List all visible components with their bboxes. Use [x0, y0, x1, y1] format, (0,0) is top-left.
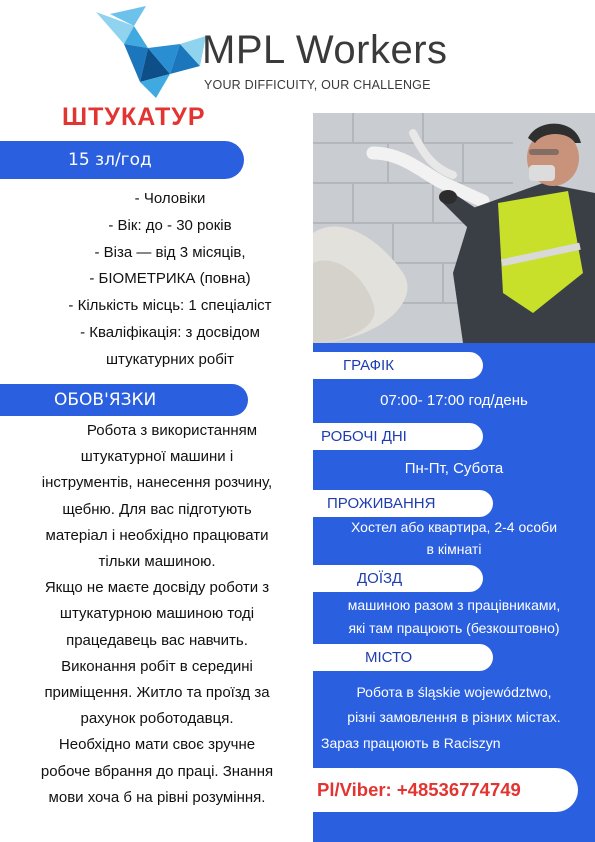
logo-tagline: YOUR DIFFICUITY, OUR CHALLENGE	[204, 78, 431, 92]
duties-line: штукатурною машиною тоді	[59, 605, 255, 623]
duties-line: штукатурної машини і	[80, 448, 234, 466]
duties-line: Робота з використанням	[86, 422, 258, 439]
duties-line: рахунок роботодавця.	[80, 710, 234, 728]
requirement-item: штукатурних робіт	[106, 350, 234, 368]
workdays-value: Пн-Пт, Субота	[404, 460, 504, 477]
requirements-list	[20, 186, 320, 374]
duties-line: Виконання робіт в середині	[61, 657, 253, 675]
duties-line: Якщо не маєте досвіду роботи з	[44, 579, 270, 597]
city-value: Робота в śląskie województwo,	[356, 684, 552, 700]
duties-line: інструментів, нанесення розчину,	[41, 474, 273, 492]
housing-label: ПРОЖИВАННЯ	[313, 490, 493, 517]
requirement-item: - Кількість місць: 1 спеціаліст	[68, 297, 272, 315]
contact-phone[interactable]: Pl/Viber: +48536774749	[313, 768, 578, 812]
city-value: різні замовлення в різних містах.	[347, 709, 561, 725]
workdays-label: РОБОЧІ ДНІ	[313, 423, 483, 450]
duties-line: Необхідно мати своє зручне	[58, 736, 256, 754]
commute-value: які там працюють (безкоштовно)	[348, 620, 560, 636]
schedule-value: 07:00- 17:00 год/день	[380, 392, 528, 409]
duties-line: приміщення. Житло та проїзд за	[44, 684, 270, 702]
logo-bird-icon	[96, 4, 208, 98]
worker-photo	[313, 113, 595, 343]
requirement-item: - Кваліфікація: з досвідом	[80, 323, 260, 341]
duties-text	[8, 418, 306, 811]
requirement-item: - Чоловіки	[134, 190, 206, 207]
requirement-item: - БІОМЕТРИКА (повна)	[89, 270, 251, 288]
duties-line: робоче вбрання до праці. Знання	[40, 762, 274, 780]
city-value: Зараз працюють в Raciszyn	[321, 735, 501, 751]
housing-value: в кімнаті	[426, 541, 482, 557]
duties-line: тільки машиною.	[98, 553, 216, 571]
commute-label: ДОЇЗД	[313, 565, 483, 592]
job-title: ШТУКАТУР	[62, 103, 206, 131]
duties-line: працедавець вас навчить.	[66, 631, 248, 649]
duties-line: щебню. Для вас підготують	[62, 500, 252, 518]
duties-line: мови хоча б на рівні розуміння.	[48, 788, 266, 806]
duties-heading: ОБОВ'ЯЗКИ	[0, 384, 248, 416]
housing-value: Хостел або квартира, 2-4 особи	[350, 519, 558, 535]
city-label: МІСТО	[313, 644, 493, 671]
requirement-item: - Вік: до - 30 років	[108, 216, 232, 234]
logo-title: MPL Workers	[202, 28, 448, 72]
schedule-label: ГРАФІК	[313, 352, 483, 379]
requirement-item: - Віза — від 3 місяців,	[94, 243, 246, 261]
duties-line: матеріал і необхідно працювати	[45, 526, 269, 544]
salary-badge: 15 зл/год	[0, 141, 244, 179]
commute-value: машиною разом з працівниками,	[347, 597, 561, 613]
